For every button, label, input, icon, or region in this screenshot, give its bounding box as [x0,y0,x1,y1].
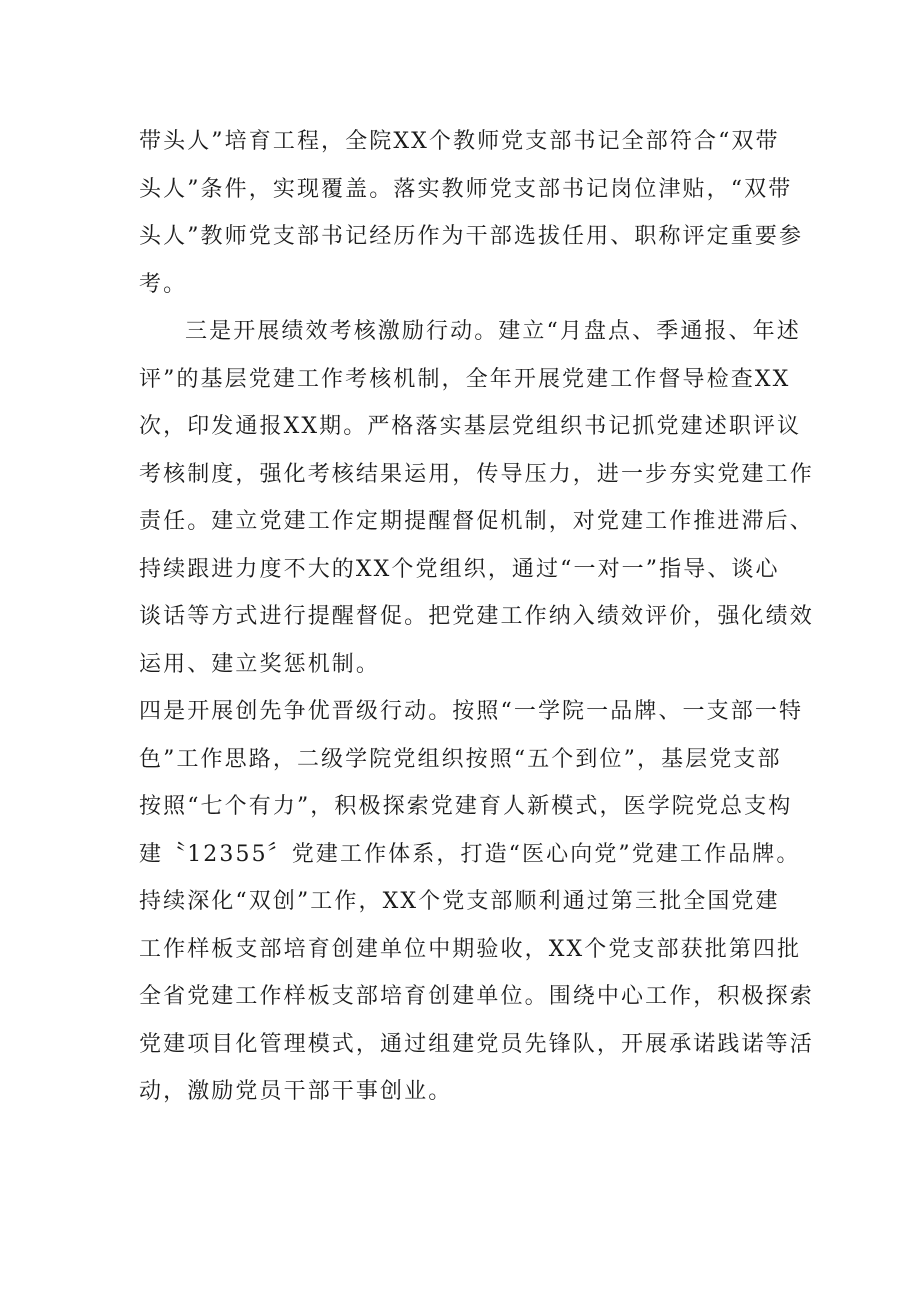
text-line: 头人”教师党支部书记经历作为干部选拔任用、职称评定重要参 [139,224,804,249]
text-line: 运用、建立奖惩机制。 [139,651,381,677]
text-line: 持续跟进力度不大的XX个党组织，通过“一对一”指导、谈心 [139,556,780,582]
text-line: 谈话等方式进行提醒督促。把党建工作纳入绩效评价，强化绩效 [139,604,814,629]
text-line: 持续深化“双创”工作，XX个党支部顺利通过第三批全国党建 [139,889,780,914]
text-line: 带头人”培育工程，全院XX个教师党支部书记全部符合“双带 [139,129,780,154]
text-line: 工作样板支部培育创建单位中期验收，XX个党支部获批第四批 [139,936,802,962]
text-line: 责任。建立党建工作定期提醒督促机制，对党建工作推进滞后、 [139,509,814,534]
paragraph-start-line: 四是开展创先争优晋级行动。按照“一学院一品牌、一支部一特 [139,699,804,724]
text-line: 建〝12355〞党建工作体系，打造“医心向党”党建工作品牌。 [139,841,801,867]
text-line: 头人”条件，实现覆盖。落实教师党支部书记岗位津贴，“双带 [139,176,793,202]
paragraph-start-line: 三是开展绩效考核激励行动。建立“月盘点、季通报、年述 [185,319,801,344]
text-line: 次，印发通报XX期。严格落实基层党组织书记抓党建述职评议 [139,414,802,439]
text-line: 动，激励党员干部干事创业。 [139,1079,453,1104]
text-line: 全省党建工作样板支部培育创建单位。围绕中心工作，积极探索 [139,984,814,1009]
text-line: 评”的基层党建工作考核机制，全年开展党建工作督导检查XX [139,366,791,392]
text-line: 色”工作思路，二级学院党组织按照“五个到位”，基层党支部 [139,746,782,772]
text-line: 按照“七个有力”，积极探索党建育人新模式，医学院党总支构 [139,794,793,819]
text-line: 党建项目化管理模式，通过组建党员先锋队，开展承诺践诺等活 [139,1031,814,1057]
text-line: 考。 [139,271,188,297]
body-text [139,118,814,1116]
text-line: 考核制度，强化考核结果运用，传导压力，进一步夯实党建工作 [139,461,814,487]
